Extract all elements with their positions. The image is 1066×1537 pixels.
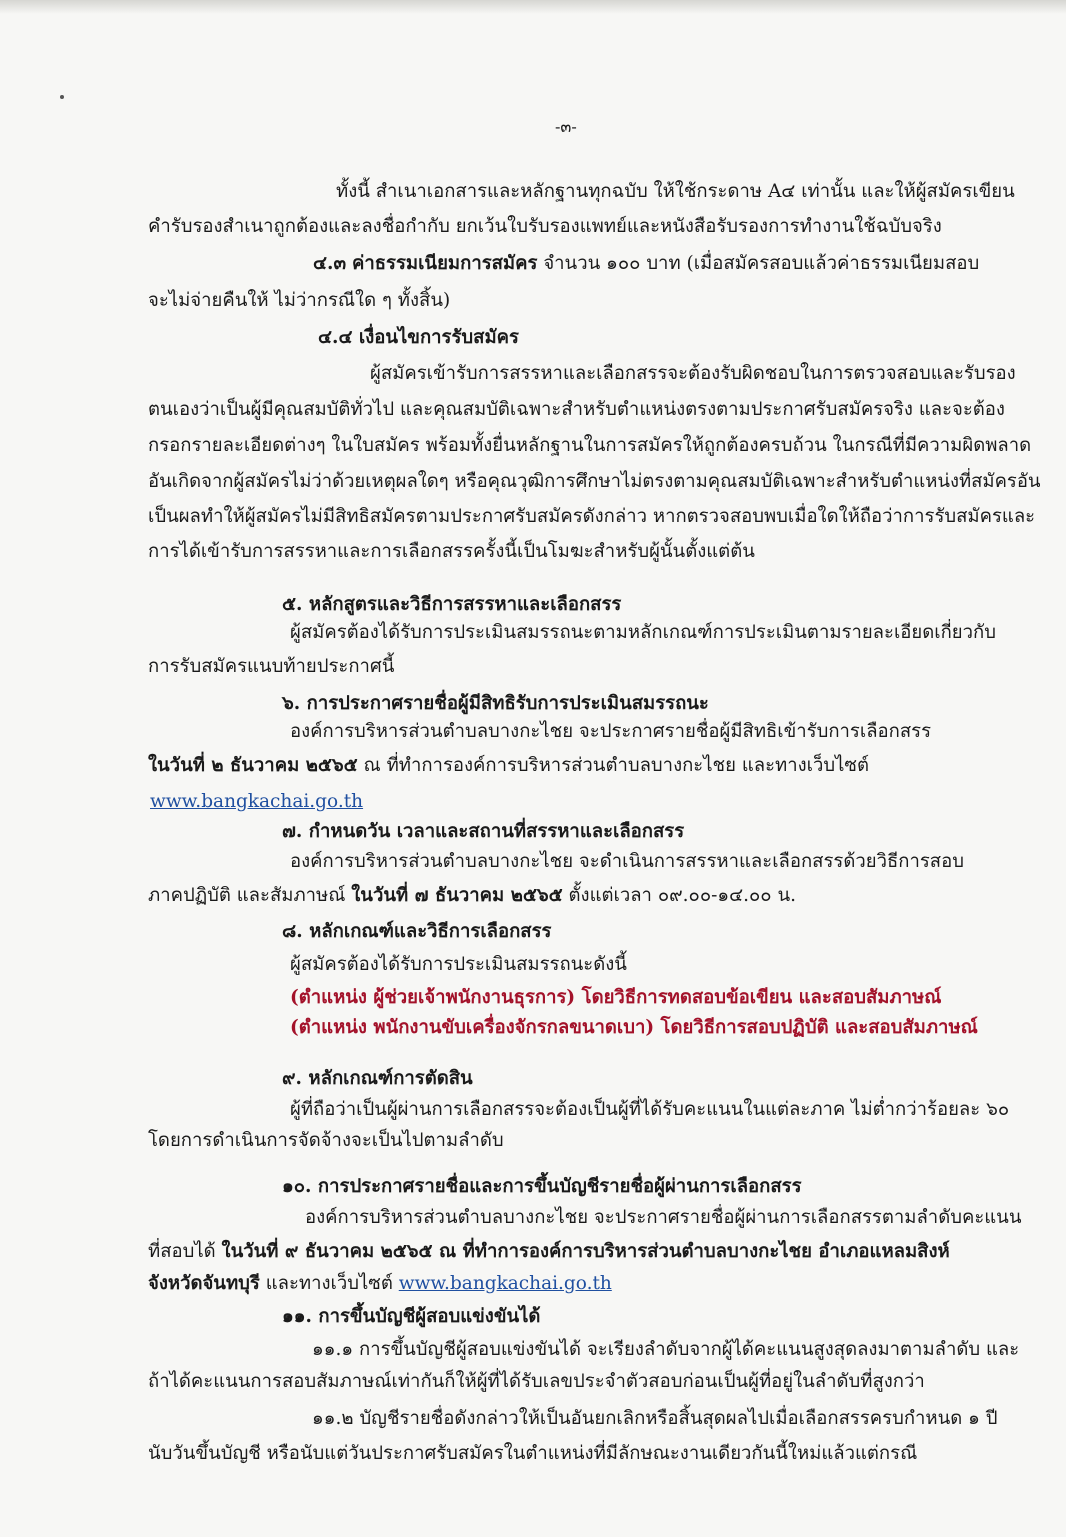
- section-10-date-place: ในวันที่ ๙ ธันวาคม ๒๕๖๕ ณ ที่ทำการองค์การบริหารส่วนตำบลบางกะไชย อำเภอแหลมสิงห์: [221, 1241, 950, 1262]
- section-6-heading: ๖. การประกาศรายชื่อผู้มีสิทธิรับการประเมินสมรรถนะ: [282, 693, 709, 714]
- page-number: -๓-: [555, 117, 577, 136]
- section-10-line-1: องค์การบริหารส่วนตำบลบางกะไชย จะประกาศรายชื่อผู้ผ่านการเลือกสรรตามลำดับคะแนน: [305, 1207, 1022, 1228]
- section-9-heading: ๙. หลักเกณฑ์การตัดสิน: [282, 1068, 473, 1089]
- para-4-4-line-4: อันเกิดจากผู้สมัครไม่ว่าด้วยเหตุผลใดๆ หรือคุณวุฒิการศึกษาไม่ตรงตามคุณสมบัติเฉพาะสำหรับตำแหน่งที่สมัครอัน: [148, 471, 1041, 492]
- section-7-time: ตั้งแต่เวลา ๐๙.๐๐-๑๔.๐๐ น.: [562, 885, 796, 906]
- scan-edge-shadow: [0, 0, 1066, 14]
- section-4-3-number: ๔.๓: [313, 253, 347, 274]
- section-6-place: ณ ที่ทำการองค์การบริหารส่วนตำบลบางกะไชย และทางเว็บไซต์: [357, 755, 869, 776]
- section-11-1-line-1: ๑๑.๑ การขึ้นบัญชีผู้สอบแข่งขันได้ จะเรียงลำดับจากผู้ได้คะแนนสูงสุดลงมาตามลำดับ และ: [312, 1339, 1020, 1360]
- section-10-heading: ๑๐. การประกาศรายชื่อและการขึ้นบัญชีรายชื่อผู้ผ่านการเลือกสรร: [282, 1176, 802, 1197]
- section-11-heading: ๑๑. การขึ้นบัญชีผู้สอบแข่งขันได้: [282, 1306, 541, 1327]
- section-7-method: ภาคปฏิบัติ และสัมภาษณ์: [148, 885, 352, 906]
- website-link-1[interactable]: www.bangkachai.go.th: [150, 791, 364, 812]
- line-copies-rule: ทั้งนี้ สำเนาเอกสารและหลักฐานทุกฉบับ ให้ใช้กระดาษ A๔ เท่านั้น และให้ผู้สมัครเขียน: [336, 181, 1015, 202]
- section-10-line-3: [148, 1270, 612, 1298]
- section-4-3: [313, 250, 979, 278]
- line-no-refund: จะไม่จ่ายคืนให้ ไม่ว่ากรณีใด ๆ ทั้งสิ้น): [148, 290, 451, 311]
- para-4-4-line-1: ผู้สมัครเข้ารับการสรรหาและเลือกสรรจะต้องรับผิดชอบในการตรวจสอบและรับรอง: [370, 363, 1016, 384]
- section-7-heading: ๗. กำหนดวัน เวลาและสถานที่สรรหาและเลือกสรร: [282, 821, 685, 842]
- line-certify-copies: คำรับรองสำเนาถูกต้องและลงชื่อกำกับ ยกเว้นใบรับรองแพทย์และหนังสือรับรองการทำงานใช้ฉบับจริง: [148, 216, 942, 237]
- section-7-line-2: [148, 882, 796, 910]
- section-11-2-line-1: ๑๑.๒ บัญชีรายชื่อดังกล่าวให้เป็นอันยกเลิกหรือสิ้นสุดผลไปเมื่อเลือกสรรครบกำหนด ๑ ปี: [312, 1408, 998, 1429]
- section-5-line-2: การรับสมัครแนบท้ายประกาศนี้: [148, 656, 395, 677]
- section-11-2-line-2: นับวันขึ้นบัญชี หรือนับแต่วันประกาศรับสมัครในตำแหน่งที่มีลักษณะงานเดียวกันนี้ใหม่แล้วแต่กรณี: [148, 1443, 918, 1464]
- section-4-3-text: จำนวน ๑๐๐ บาท (เมื่อสมัครสอบแล้วค่าธรรมเนียมสอบ: [537, 253, 980, 274]
- section-6-line-1: องค์การบริหารส่วนตำบลบางกะไชย จะประกาศรายชื่อผู้มีสิทธิเข้ารับการเลือกสรร: [290, 721, 932, 742]
- section-9-line-2: โดยการดำเนินการจัดจ้างจะเป็นไปตามลำดับ: [148, 1130, 504, 1151]
- section-6-date: ในวันที่ ๒ ธันวาคม ๒๕๖๕: [148, 755, 358, 776]
- section-5-line-1: ผู้สมัครต้องได้รับการประเมินสมรรถนะตามหลักเกณฑ์การประเมินตามรายละเอียดเกี่ยวกับ: [290, 622, 996, 643]
- section-9-line-1: ผู้ที่ถือว่าเป็นผู้ผ่านการเลือกสรรจะต้องเป็นผู้ที่ได้รับคะแนนในแต่ละภาค ไม่ต่ำกว่าร้อยละ ๖๐: [290, 1099, 1010, 1120]
- section-10-line-2: [148, 1238, 950, 1266]
- section-4-4-heading: ๔.๔ เงื่อนไขการรับสมัคร: [318, 327, 519, 348]
- section-10-scored: ที่สอบได้: [148, 1241, 222, 1262]
- section-7-line-1: องค์การบริหารส่วนตำบลบางกะไชย จะดำเนินการสรรหาและเลือกสรรด้วยวิธีการสอบ: [290, 851, 964, 872]
- para-4-4-line-2: ตนเองว่าเป็นผู้มีคุณสมบัติทั่วไป และคุณสมบัติเฉพาะสำหรับตำแหน่งตรงตามประกาศรับสมัครจริง และจะต้อง: [148, 399, 1005, 420]
- para-4-4-line-5: เป็นผลทำให้ผู้สมัครไม่มีสิทธิสมัครตามประกาศรับสมัครดังกล่าว หากตรวจสอบพบเมื่อใดให้ถือว่าการรับสมัครและ: [148, 506, 1036, 527]
- section-10-website-text: และทางเว็บไซต์: [259, 1273, 399, 1294]
- scan-speck: [60, 95, 64, 99]
- section-8-heading: ๘. หลักเกณฑ์และวิธีการเลือกสรร: [282, 921, 552, 942]
- section-8-position-1: (ตำแหน่ง ผู้ช่วยเจ้าพนักงานธุรการ) โดยวิธีการทดสอบข้อเขียน และสอบสัมภาษณ์: [290, 987, 942, 1008]
- section-7-date: ในวันที่ ๗ ธันวาคม ๒๕๖๕: [351, 885, 563, 906]
- section-11-1-line-2: ถ้าได้คะแนนการสอบสัมภาษณ์เท่ากันก็ให้ผู้ที่ได้รับเลขประจำตัวสอบก่อนเป็นผู้ที่อยู่ในลำดับที่สูงกว่า: [148, 1371, 925, 1392]
- section-5-heading: ๕. หลักสูตรและวิธีการสรรหาและเลือกสรร: [282, 594, 622, 615]
- para-4-4-line-6: การได้เข้ารับการสรรหาและการเลือกสรรครั้งนี้เป็นโมฆะสำหรับผู้นั้นตั้งแต่ต้น: [148, 541, 755, 562]
- section-8-position-2: (ตำแหน่ง พนักงานขับเครื่องจักรกลขนาดเบา) โดยวิธีการสอบปฏิบัติ และสอบสัมภาษณ์: [290, 1017, 978, 1038]
- para-4-4-line-3: กรอกรายละเอียดต่างๆ ในใบสมัคร พร้อมทั้งยื่นหลักฐานในการสมัครให้ถูกต้องครบถ้วน ในกรณีที่มีความผิดพลาด: [148, 435, 1032, 456]
- section-4-3-title: ค่าธรรมเนียมการสมัคร: [351, 253, 538, 274]
- section-6-line-2: [148, 752, 869, 780]
- website-link-2[interactable]: www.bangkachai.go.th: [398, 1273, 612, 1294]
- section-10-province: จังหวัดจันทบุรี: [148, 1273, 260, 1294]
- section-8-line-1: ผู้สมัครต้องได้รับการประเมินสมรรถนะดังนี้: [290, 954, 627, 975]
